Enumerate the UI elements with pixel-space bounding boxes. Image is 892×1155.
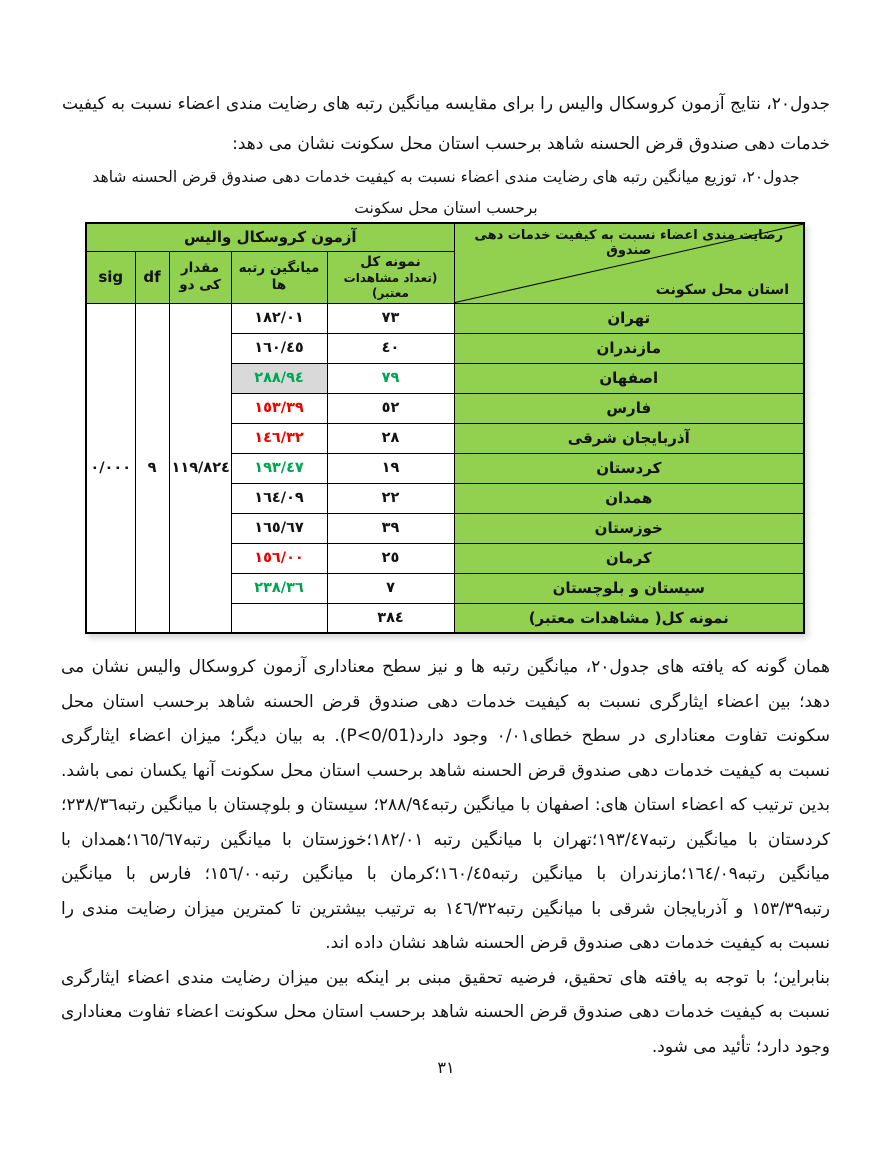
col-header-sig: sig: [86, 251, 135, 303]
sample-cell: ٧: [327, 573, 454, 603]
chi-square-value: ١١٩/٨٢٤: [169, 303, 231, 633]
test-name-header: آزمون کروسکال والیس: [86, 223, 454, 251]
province-cell: اصفهان: [454, 363, 804, 393]
body-paragraph-1: همان گونه که یافته های جدول٢٠، میانگین رتبه ها و نیز سطح معناداری آزمون کروسکال والیس نشان می دهد؛ بین اعضاء ایثارگری نسبت به کیفیت خدمات دهی صندوق قرض الحسنه شاهد برحسب استان محل سکونت تفاوت معناداری در سطح خطای٠/٠١ وجود دارد⁦(P<0/01)⁩. به بیان دیگر؛ میزان اعضاء ایثارگری نسبت به کیفیت خدمات دهی صندوق قرض الحسنه شاهد برحسب استان محل سکونت آنها یکسان نمی باشد. بدین ترتیب که اعضاء استان های: اصفهان با میانگین رتبه٢٨٨/٩٤؛ سیستان و بلوچستان با میانگین رتبه٢٣٨/٣٦؛کردستان با میانگین رتبه١٩٣/٤٧؛تهران با میانگین رتبه ١٨٢/٠١؛خوزستان با میانگین رتبه١٦٥/٦٧؛همدان با میانگین رتبه١٦٤/٠٩؛مازندران با میانگین رتبه١٦٠/٤٥؛کرمان با میانگین رتبه١٥٦/٠٠؛ فارس با میانگین رتبه١٥٣/٣٩ و آذربایجان شرقی با میانگین رتبه١٤٦/٣٢ به ترتیب بیشترین تا کمترین میزان رضایت مندی را نسبت به کیفیت خدمات دهی صندوق قرض الحسنه شاهد نشان داده اند.: [61, 657, 831, 953]
province-cell: کردستان: [454, 453, 804, 483]
total-row-label: نمونه کل( مشاهدات معتبر): [454, 603, 804, 633]
col-header-chi-square: مقدار کی دو: [169, 251, 231, 303]
table-caption-line2: برحسب استان محل سکونت: [354, 199, 538, 217]
sample-cell: ١٩: [327, 453, 454, 483]
col-header-mean-rank: میانگین رتبه ها: [231, 251, 327, 303]
diagonal-bottom-label: استان محل سکونت: [655, 281, 790, 298]
intro-paragraph: جدول٢٠، نتایج آزمون کروسکال والیس را برای مقایسه میانگین رتبه های رضایت مندی اعضاء نسبت به کیفیت خدمات دهی صندوق قرض الحسنه شاهد برحسب استان محل سکونت نشان می دهد:: [62, 94, 830, 154]
col-header-df: df: [135, 251, 169, 303]
mean-rank-cell: ١٦٠/٤٥: [231, 333, 327, 363]
province-cell: مازندران: [454, 333, 804, 363]
sample-cell: ٢٥: [327, 543, 454, 573]
mean-rank-cell: ١٤٦/٣٢: [231, 423, 327, 453]
sample-cell: ٥٢: [327, 393, 454, 423]
province-cell: آذربایجان شرقی: [454, 423, 804, 453]
province-cell: خوزستان: [454, 513, 804, 543]
table-row: [86, 303, 804, 333]
table-caption-line1: جدول٢٠، توزیع میانگین رتبه های رضایت مندی اعضاء نسبت به کیفیت خدمات دهی صندوق قرض الحسنه شاهد: [92, 168, 800, 186]
sample-cell: ٧٩: [327, 363, 454, 393]
sample-cell: ٣٩: [327, 513, 454, 543]
mean-rank-cell: ١٩٣/٤٧: [231, 453, 327, 483]
province-cell: تهران: [454, 303, 804, 333]
sig-value: ٠/٠٠٠: [86, 303, 135, 633]
mean-rank-cell: ٢٣٨/٣٦: [231, 573, 327, 603]
mean-rank-cell: ١٥٣/٣٩: [231, 393, 327, 423]
mean-rank-cell: ١٨٢/٠١: [231, 303, 327, 333]
province-cell: کرمان: [454, 543, 804, 573]
mean-rank-cell: ١٦٤/٠٩: [231, 483, 327, 513]
col-header-total-sample: [327, 251, 454, 303]
body-text: [61, 650, 830, 1064]
page-number: ٣١: [437, 1058, 455, 1077]
sample-cell: ٤٠: [327, 333, 454, 363]
sample-cell: ٢٢: [327, 483, 454, 513]
mean-rank-cell: [231, 603, 327, 633]
body-paragraph-2: بنابراین؛ با توجه به یافته های تحقیق، فرضیه تحقیق مبنی بر اینکه بین میزان رضایت مندی اعضاء ایثارگری نسبت به کیفیت خدمات دهی صندوق قرض الحسنه شاهد برحسب استان محل سکونت اعضاء تفاوت معناداری وجود دارد؛ تأئید می شود.: [61, 967, 830, 1057]
mean-rank-cell: ١٥٦/٠٠: [231, 543, 327, 573]
province-cell: فارس: [454, 393, 804, 423]
sample-cell: ٣٨٤: [327, 603, 454, 633]
sample-cell: ٧٣: [327, 303, 454, 333]
province-cell: سیستان و بلوچستان: [454, 573, 804, 603]
mean-rank-cell: ٢٨٨/٩٤: [231, 363, 327, 393]
sample-cell: ٢٨: [327, 423, 454, 453]
diagonal-header-cell: [454, 223, 804, 303]
mean-rank-cell: ١٦٥/٦٧: [231, 513, 327, 543]
col-header-total-line1: نمونه کل: [360, 253, 421, 270]
col-header-total-note: (تعداد مشاهدات معتبر): [343, 270, 438, 300]
diagonal-top-label: رضایت مندی اعضاء نسبت به کیفیت خدمات دهی صندوق: [474, 228, 784, 258]
kruskal-wallis-table: [85, 222, 805, 634]
table-caption: [62, 162, 830, 224]
df-value: ٩: [135, 303, 169, 633]
province-cell: همدان: [454, 483, 804, 513]
